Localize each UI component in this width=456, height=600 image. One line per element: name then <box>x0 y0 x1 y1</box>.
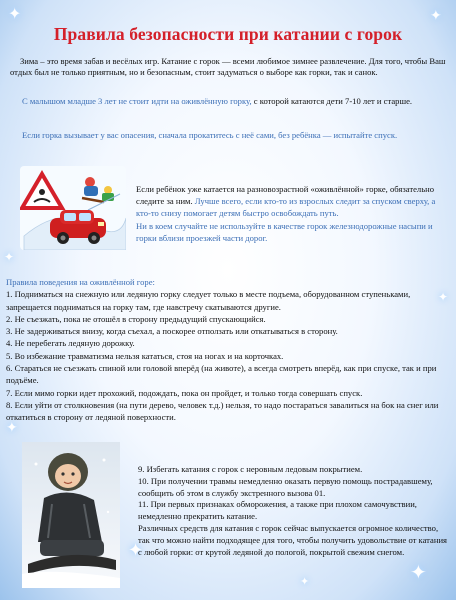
sparkle-decoration: ✦ <box>8 4 22 23</box>
rule-item: 3. Не задерживаться внизу, когда съехал, а поскорее отползать или откатываться в сторону. <box>6 326 338 337</box>
sled-choice-paragraph: Различных средств для катания с горок сейчас выпускается огромное количество, так что можно найти подходящее для того, чтобы получить удовольствие от катания с любой горки: от крутой ледяной до пологой, покрытой свежим снегом. <box>138 522 448 557</box>
intro-paragraph-age <box>10 96 446 107</box>
test-slide-paragraph: Если горка вызывает у вас опасения, сначала прокатитесь с неё сами, без ребёнка — испытайте спуск. <box>22 130 398 140</box>
rules-list <box>6 276 452 424</box>
supervision-paragraph <box>136 183 448 220</box>
rule-item: 11. При первых признаках обморожения, а также при плохом самочувствии, немедленно прекратить катание. <box>138 499 417 522</box>
sparkle-decoration: ✦ <box>6 420 18 436</box>
rule-item: 5. Во избежание травматизма нельзя кататься, стоя на ногах и на корточках. <box>6 350 284 361</box>
sparkle-decoration: ✦ <box>430 8 442 24</box>
child-sledding-photo <box>22 442 120 588</box>
rule-item: 4. Не перебегать ледяную дорожку. <box>6 338 135 349</box>
sparkle-decoration: ✦ <box>4 250 15 264</box>
page-title: Правила безопасности при катании с горок <box>53 24 403 44</box>
age-warning-rest: с которой катаются дети 7-10 лет и старше. <box>251 96 413 106</box>
sparkle-decoration: ✦ <box>410 560 427 584</box>
supervision-tip: Лучше всего, если кто-то из взрослых следит за спуском сверху, а кто-то снизу помогает детям быстро освобождать путь. <box>136 196 436 219</box>
rules-heading: Правила поведения на оживлённой горе: <box>6 277 155 287</box>
sparkle-decoration: ✦ <box>438 290 449 304</box>
supervision-advice <box>136 183 448 244</box>
sparkle-decoration: ✦ <box>300 575 310 588</box>
rule-item: 7. Если мимо горки идет прохожий, подождать, пока он пройдет, и только тогда совершать спуск. <box>6 387 363 398</box>
sparkle-decoration: ✦ <box>128 540 144 561</box>
rule-item: 6. Стараться не съезжать спиной или головой вперёд (на животе), а всегда смотреть вперёд, как при спуске, так и при подъёме. <box>6 363 437 386</box>
rule-item: 2. Не съезжать, пока не отошёл в сторону предыдущий спускающийся. <box>6 313 266 324</box>
intro-paragraph: Зима – это время забав и весёлых игр. Катание с горок — всеми любимое зимнее развлечение. Для того, чтобы Ваш отдых был не только приятным, но и безопасным, стоит задуматься о выборе как горки, так и санок. <box>10 56 446 78</box>
rule-item: 9. Избегать катания с горок с неровным ледовым покрытием. <box>138 464 363 474</box>
supervision-text: Если ребёнок уже катается на разновозрастной «оживлённой» горке, обязательно следите за ним. <box>136 184 435 207</box>
rule-item: 10. При получении травмы немедленно оказать первую помощь пострадавшему, сообщить об этом в службу экстренного вызова 01. <box>138 475 433 498</box>
dangerous-places-warning: Ни в коем случайте не используйте в качестве горок железнодорожные насыпи и горки вблизи проезжей части дорог. <box>136 220 433 243</box>
age-warning-text: С малышом младше 3 лет не стоит идти на оживлённую горку, <box>22 96 252 106</box>
sledding-warning-illustration <box>20 166 126 250</box>
rule-item: 1. Подниматься на снежную или ледяную горку следует только в месте подъема, оборудованном ступеньками, запрещается подниматься на горку там, где навстречу скатываются другие. <box>6 289 411 312</box>
rule-item: 8. Если уйти от столкновения (на пути дерево, человек т.д.) нельзя, то надо постараться завалиться на бок на снег или откатиться в сторону от ледяной поверхности. <box>6 399 439 423</box>
additional-rules <box>138 464 448 558</box>
